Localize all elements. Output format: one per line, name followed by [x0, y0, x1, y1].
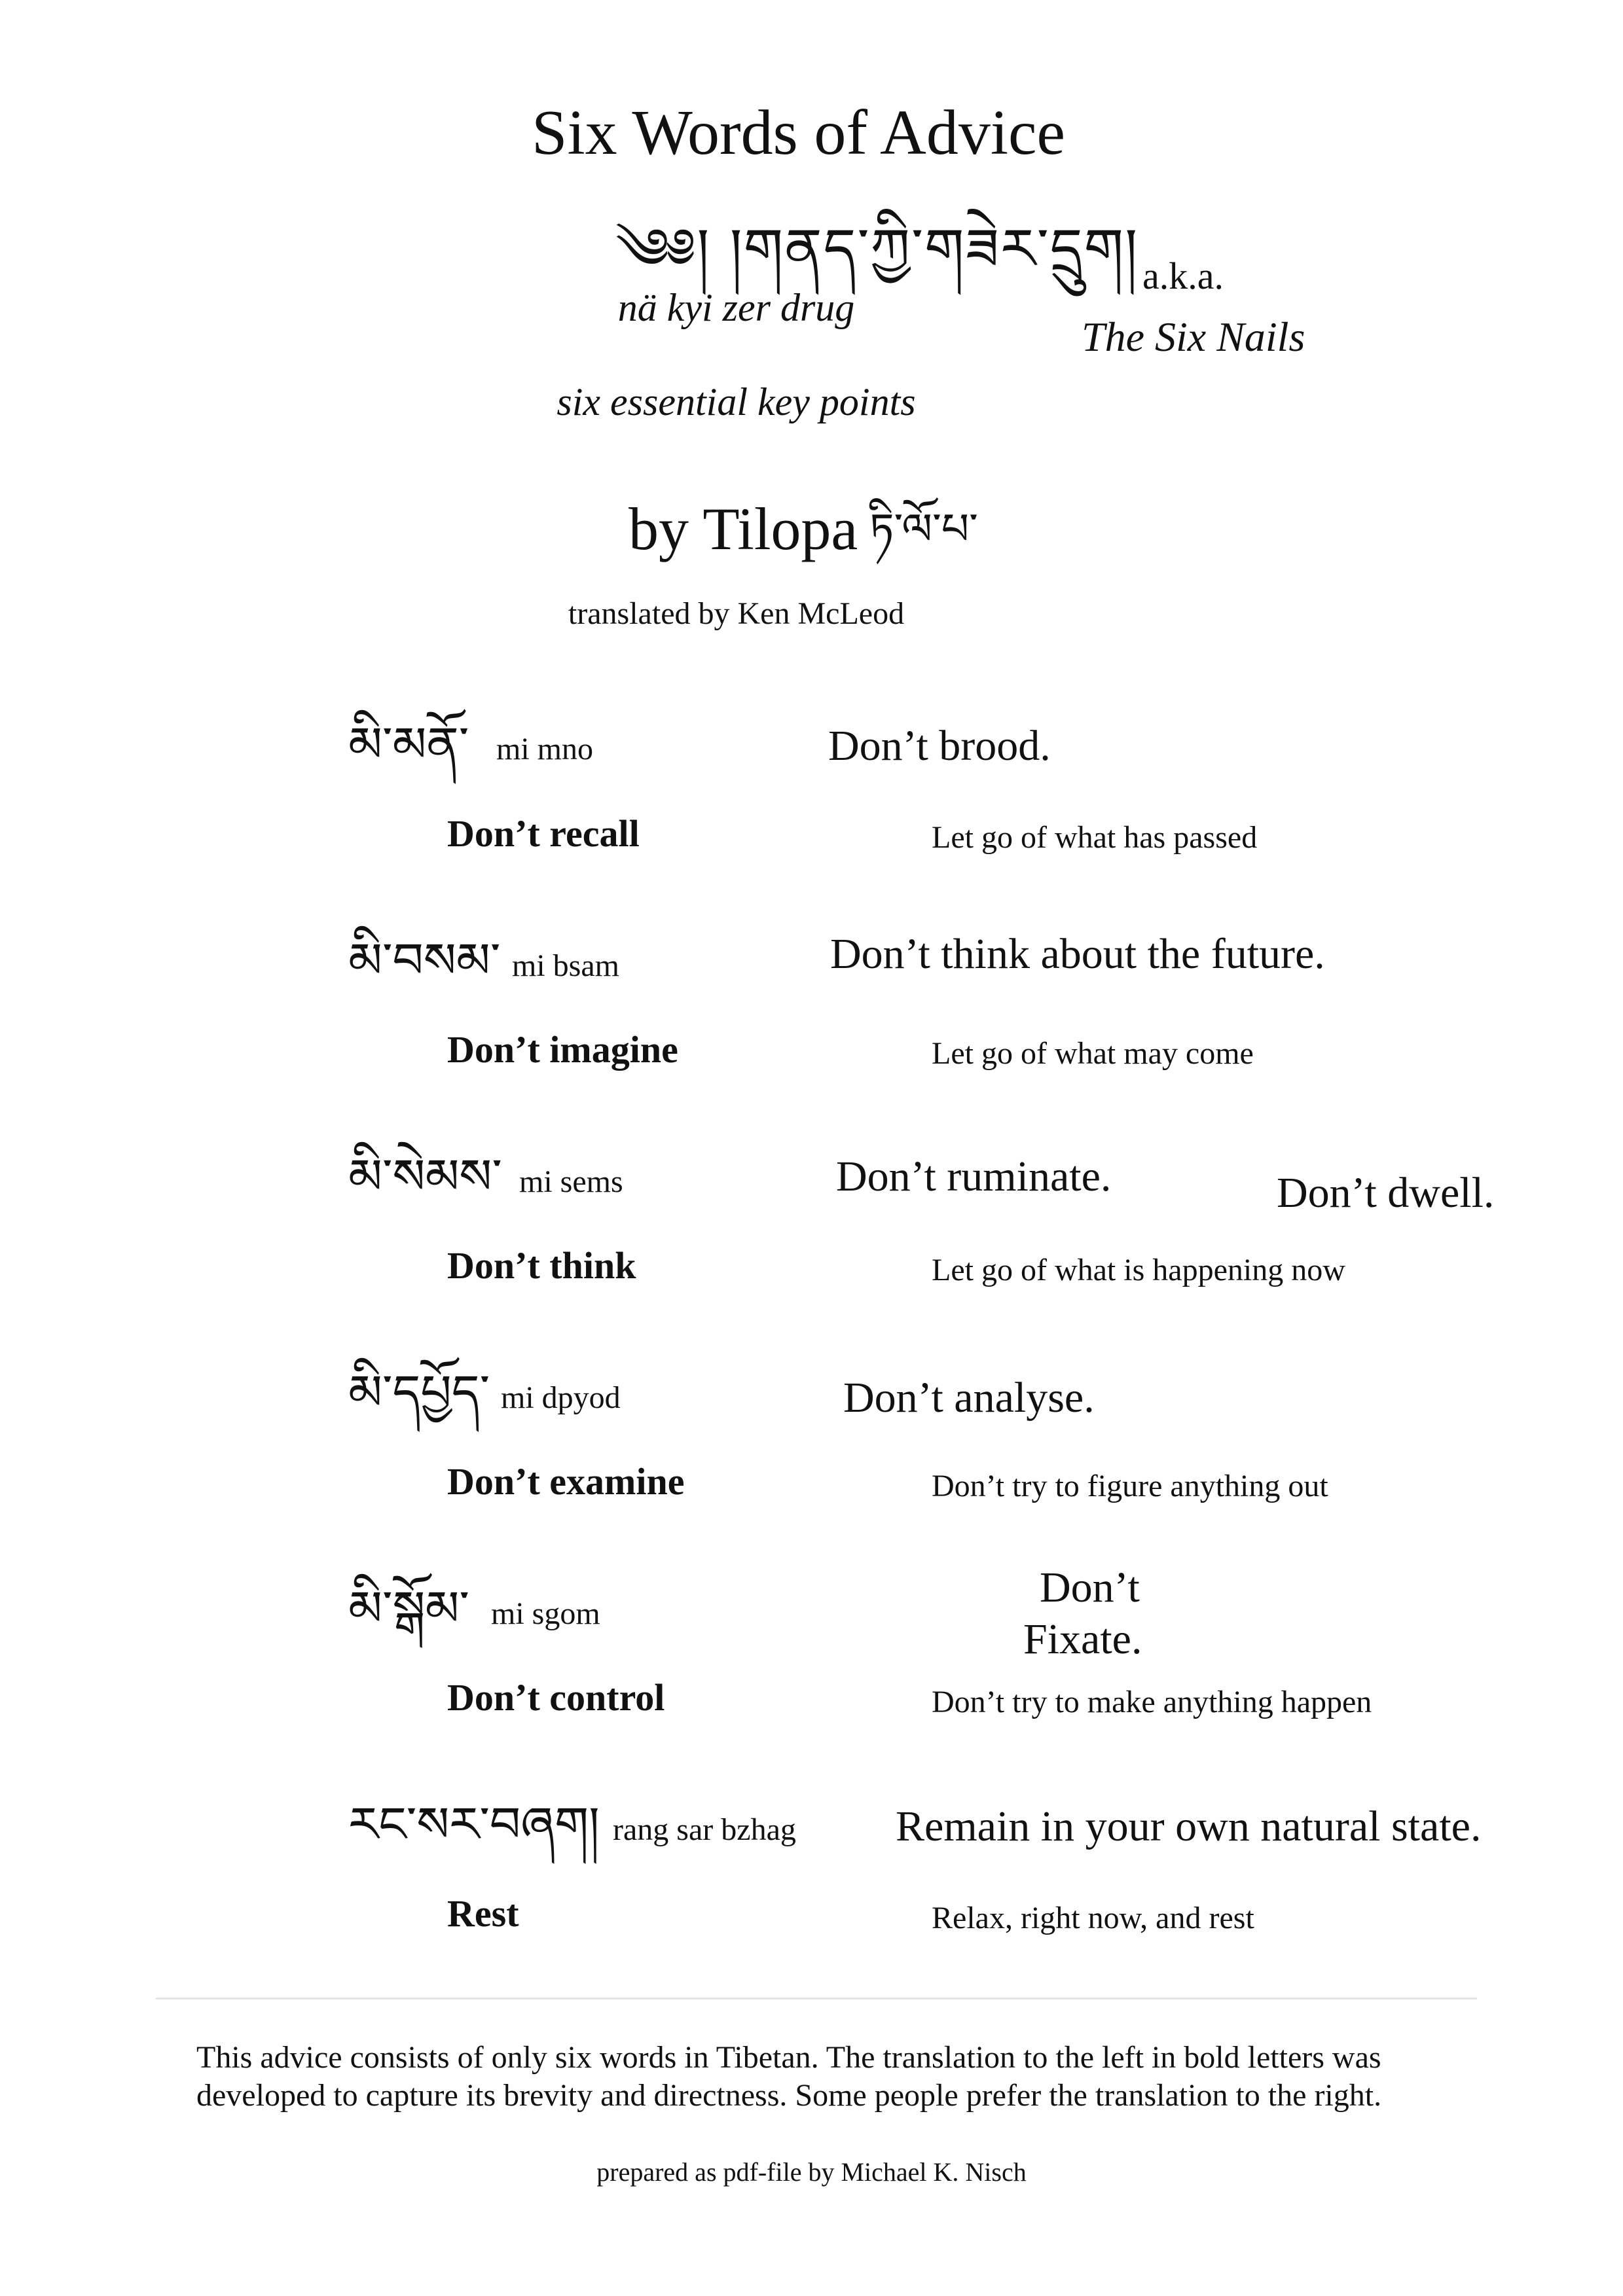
document-title: Six Words of Advice	[531, 98, 1066, 168]
alternate-translation: Don’t ruminate.	[836, 1153, 1112, 1200]
aka-label: a.k.a.	[1142, 255, 1224, 297]
tibetan-word: མི་བསམ་	[348, 933, 501, 989]
aka-name: The Six Nails	[1082, 314, 1305, 360]
tibetan-word: མི་མནོ་	[348, 717, 469, 773]
gloss: Relax, right now, and rest	[932, 1901, 1254, 1935]
title-transliteration: nä kyi zer drug	[617, 286, 855, 329]
footnote: This advice consists of only six words in Tibetan. The translation to the left in bold letters was developed to capture its brevity and directness. Some people prefer the translation to the right.	[196, 2040, 1382, 2113]
tibetan-title: ༄༅། །གནད་ཀྱི་གཟེར་དྲུག།	[615, 217, 1139, 282]
wylie-transliteration: rang sar bzhag	[613, 1812, 796, 1847]
bold-translation: Don’t examine	[447, 1460, 685, 1503]
bold-translation: Don’t imagine	[447, 1028, 678, 1071]
alternate-translation-line1: Don’t	[1040, 1564, 1140, 1611]
gloss: Let go of what has passed	[932, 820, 1258, 855]
alternate-translation: Remain in your own natural state.	[896, 1803, 1482, 1850]
gloss: Don’t try to make anything happen	[932, 1685, 1372, 1719]
bold-translation: Rest	[447, 1892, 519, 1935]
translator-credit: translated by Ken McLeod	[568, 596, 905, 631]
alternate-translation: Don’t analyse.	[843, 1374, 1095, 1422]
tibetan-word: མི་སྒོམ་	[348, 1581, 469, 1637]
gloss: Let go of what is happening now	[932, 1253, 1345, 1287]
wylie-transliteration: mi sgom	[491, 1596, 600, 1631]
gloss: Let go of what may come	[932, 1036, 1254, 1071]
wylie-transliteration: mi sems	[519, 1164, 623, 1199]
subtitle: six essential key points	[556, 380, 916, 423]
bold-translation: Don’t think	[447, 1244, 636, 1287]
wylie-transliteration: mi mno	[496, 732, 594, 766]
author: by Tilopa	[629, 495, 858, 562]
tibetan-word: མི་སེམས་	[348, 1149, 502, 1205]
tibetan-word: མི་དཔྱོད་	[348, 1365, 490, 1421]
gloss: Don’t try to figure anything out	[932, 1469, 1328, 1503]
wylie-transliteration: mi dpyod	[501, 1380, 621, 1415]
alternate-translation: Don’t think about the future.	[830, 930, 1325, 978]
divider	[156, 1998, 1477, 2000]
wylie-transliteration: mi bsam	[512, 948, 619, 983]
bold-translation: Don’t recall	[447, 812, 640, 855]
alternate-translation: Don’t brood.	[828, 722, 1051, 770]
alternate-translation-line2: Fixate.	[1023, 1615, 1142, 1663]
alternate-translation-second: Don’t dwell.	[1277, 1169, 1495, 1217]
preparer-credit: prepared as pdf-file by Michael K. Nisch	[596, 2157, 1027, 2187]
bold-translation: Don’t control	[447, 1676, 665, 1719]
tibetan-author: ཏི་ལོ་པ་	[869, 504, 978, 554]
tibetan-word: རང་སར་བཞག།	[348, 1797, 600, 1853]
